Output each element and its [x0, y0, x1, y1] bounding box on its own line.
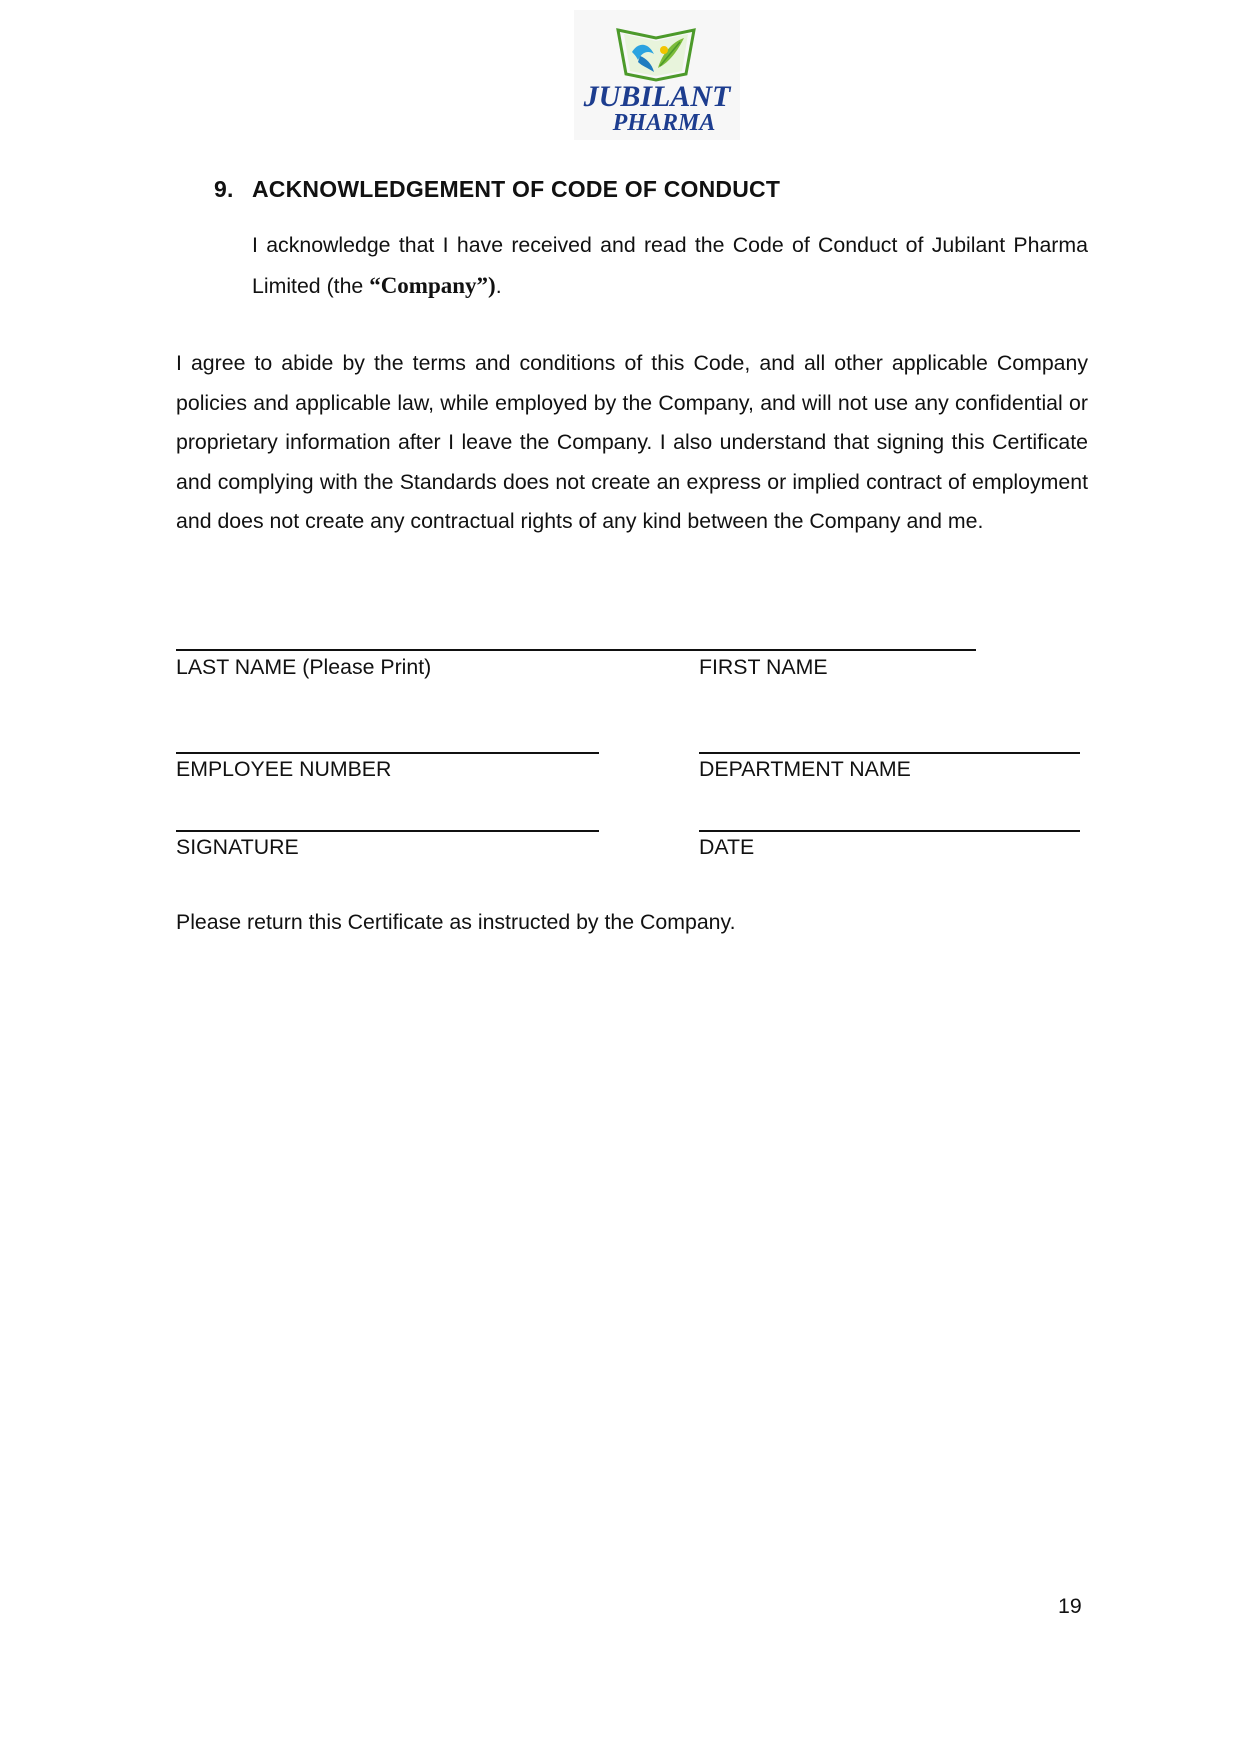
name-signature-line[interactable]	[176, 649, 976, 651]
section-heading	[214, 176, 780, 203]
first-name-label: FIRST NAME	[699, 655, 828, 679]
company-defined-term: “Company”)	[369, 272, 496, 298]
logo-text-line2: PHARMA	[612, 110, 716, 136]
section-number: 9.	[214, 176, 234, 202]
acknowledgement-text: I acknowledge that I have received and read the Code of Conduct of Jubilant Pharma Limited (the	[252, 233, 1088, 298]
logo-text-line1: JUBILANT	[583, 80, 731, 113]
signature-line[interactable]	[176, 830, 599, 832]
employee-number-label: EMPLOYEE NUMBER	[176, 757, 392, 781]
acknowledgement-end: .	[495, 273, 502, 298]
signature-label: SIGNATURE	[176, 835, 299, 859]
agreement-paragraph: I agree to abide by the terms and conditions of this Code, and all other applicable Company policies and applicable law, while employed by the Company, and will not use any confidential or proprietary information after I leave the Company. I also understand that signing this Certificate and complying with the Standards does not create an express or implied contract of employment and does not create any contractual rights of any kind between the Company and me.	[176, 351, 1088, 533]
department-name-line[interactable]	[699, 752, 1080, 754]
section-title: ACKNOWLEDGEMENT OF CODE OF CONDUCT	[252, 176, 781, 202]
date-label: DATE	[699, 835, 755, 859]
date-line[interactable]	[699, 830, 1080, 832]
return-instruction: Please return this Certificate as instructed by the Company.	[176, 910, 736, 934]
last-name-label: LAST NAME (Please Print)	[176, 655, 432, 679]
page-number: 19	[1058, 1594, 1082, 1618]
department-name-label: DEPARTMENT NAME	[699, 757, 911, 781]
acknowledgement-paragraph	[252, 226, 1088, 306]
jubilant-pharma-logo	[574, 10, 740, 140]
employee-number-line[interactable]	[176, 752, 599, 754]
